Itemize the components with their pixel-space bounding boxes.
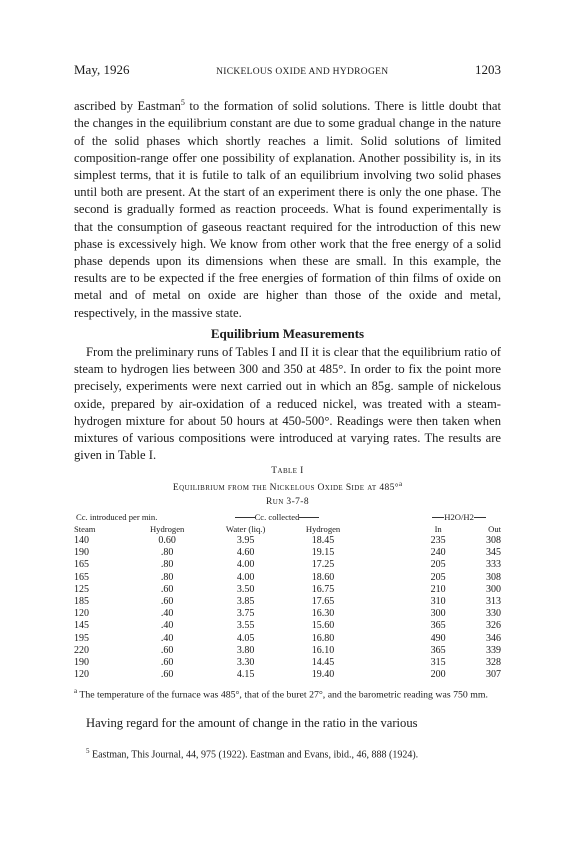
cell-ratio-in: 205 [430,571,446,583]
intro-lead: ascribed by Eastman [74,99,181,114]
cell-water: 4.00 [236,571,255,583]
cell-water: 3.55 [236,620,255,632]
intro-paragraph [74,94,501,322]
cell-hydrogen-out: 16.80 [311,632,335,644]
cell-gap [354,584,417,596]
cell-ratio-out: 328 [486,657,501,669]
table-row [74,559,501,571]
cell-steam: 140 [74,535,89,547]
cell-hydrogen-in: .80 [160,547,174,559]
col-header-hydrogen-out: Hydrogen [305,523,341,534]
cell-water: 4.00 [236,559,255,571]
cell-gap [354,559,417,571]
cell-ratio-in: 310 [430,596,446,608]
page-footnote-text: Eastman, This Journal, 44, 975 (1922). Eastman and Evans, ibid., 46, 888 (1924). [89,748,419,760]
table-row [74,547,501,559]
table-row [74,669,501,681]
cell-ratio-out: 308 [486,571,501,583]
table-label: Table I [271,466,304,477]
table-title-marker: a [398,480,403,489]
cell-steam: 145 [74,620,89,632]
table-row [74,572,501,584]
table-title-line [74,478,501,495]
cell-hydrogen-in: .60 [160,669,174,681]
cell-ratio-out: 308 [486,535,501,547]
group-header-ratio-label: H2O/H2 [444,511,474,522]
cell-gap [354,608,417,620]
cell-steam: 165 [74,559,89,571]
cell-hydrogen-out: 19.15 [311,547,335,559]
col-header-water: Water (liq.) [225,523,266,534]
cell-ratio-out: 339 [486,644,501,656]
cell-water: 4.15 [236,669,255,681]
journal-page [74,62,501,761]
cell-hydrogen-in: .40 [160,608,174,620]
cell-ratio-out: 330 [486,608,501,620]
cell-steam: 120 [74,669,89,681]
section-heading: Equilibrium Measurements [210,325,365,341]
body-text [74,94,501,464]
cell-hydrogen-out: 18.60 [311,571,335,583]
header-date: May, 1926 [74,62,130,77]
cell-hydrogen-out: 14.45 [311,657,335,669]
cell-hydrogen-out: 16.30 [311,608,335,620]
table-row [74,633,501,645]
cell-water: 3.50 [236,583,255,595]
cell-steam: 125 [74,583,89,595]
cell-ratio-out: 313 [486,596,501,608]
table-footnote [74,684,501,702]
table-body [74,535,501,681]
continued-paragraph: Having regard for the amount of change in the ratio in the various [86,715,418,730]
col-header-gap [354,523,417,535]
cell-water: 3.75 [236,608,255,620]
cell-ratio-out: 300 [486,583,501,595]
col-header-out: Out [488,523,501,534]
cell-gap [354,596,417,608]
cell-water: 3.95 [236,535,255,547]
table-group-header-row [74,511,501,523]
cell-water: 3.30 [236,657,255,669]
table-row [74,535,501,547]
cell-steam: 190 [74,657,89,669]
table-caption [74,465,501,508]
cell-ratio-in: 235 [430,535,446,547]
cell-ratio-out: 346 [486,632,501,644]
cell-steam: 220 [74,644,89,656]
ratio-brace-right [474,517,486,518]
table-title: Equilibrium from the Nickelous Oxide Side at 485° [172,483,399,494]
cell-ratio-in: 210 [430,583,446,595]
cell-ratio-out: 307 [486,669,501,681]
cell-hydrogen-out: 17.65 [311,596,335,608]
running-head [74,62,501,82]
cell-hydrogen-in: .60 [160,596,174,608]
cell-hydrogen-out: 16.75 [311,583,335,595]
ratio-brace-left [432,517,444,518]
cell-gap [354,657,417,669]
col-header-steam: Steam [74,523,96,534]
equilibrium-table [74,511,501,682]
cell-hydrogen-out: 18.45 [311,535,335,547]
cell-ratio-out: 326 [486,620,501,632]
group-header-ratio [417,511,501,523]
table-run: Run 3-7-8 [266,496,309,507]
cell-steam: 120 [74,608,89,620]
cell-gap [354,547,417,559]
cell-water: 3.85 [236,596,255,608]
table-column-header-row [74,523,501,535]
cell-steam: 165 [74,571,89,583]
group-header-gap [354,511,417,523]
group-header-collected-label: Cc. collected [254,511,300,522]
cell-hydrogen-out: 19.40 [311,669,335,681]
group-header-introduced: Cc. introduced per min. [76,511,158,522]
cell-gap [354,633,417,645]
table-row [74,584,501,596]
cell-gap [354,645,417,657]
cell-hydrogen-out: 16.10 [311,644,335,656]
cell-hydrogen-in: .80 [160,571,174,583]
col-header-in: In [434,523,442,534]
table-row [74,596,501,608]
cell-hydrogen-out: 15.60 [311,620,335,632]
table-row [74,645,501,657]
brace-left [235,517,255,518]
cell-steam: 185 [74,596,89,608]
cell-hydrogen-in: .40 [160,632,174,644]
cell-gap [354,669,417,681]
intro-body: to the formation of solid solutions. There is little doubt that the changes in the equilibrium constant are due to some gradual change in the nature of the solid phases which shortly reaches a limit. Solid solutions of limited composition-range offer one possibility of explanation. Another possibility is, in its simplest terms, that it is futile to talk of an equilibrium involving two solid phases until both are present. At the start of an experiment there is only the one phase. The second is gradually formed as reaction proceeds. What is found experimentally is that the consumption of gaseous reactant required for the introduction of this new phase is excessively high. We know from other work that the free energy of a solid phase depends upon its dimensions when these are small. In this example, the results are to be expected if the free energies of formation of thin films of oxide on metal and of metal on oxide are higher than those of the oxide and metal, respectively, in the massive state. [74,99,501,320]
cell-hydrogen-in: .60 [160,644,174,656]
page-footnote-marker: 5 [86,746,90,755]
cell-hydrogen-in: .60 [160,657,174,669]
section-paragraph: From the preliminary runs of Tables I and II it is clear that the equilibrium ratio of steam to hydrogen lies between 300 and 350 at 485°. In order to fix the point more precisely, experiments were next carried out in which an 85g. sample of nickelous oxide, prepared by air-oxidation of a reduced nickel, was treated with a steam-hydrogen mixture for about 50 hours at 450-500°. Readings were then taken when mixtures of various compositions were introduced at varying rates. The results are given in Table I. [74,345,501,463]
cell-ratio-in: 315 [430,657,446,669]
col-header-hydrogen-in: Hydrogen [149,523,185,534]
cell-water: 3.80 [236,644,255,656]
cell-ratio-out: 333 [486,559,501,571]
table-footnote-text: The temperature of the furnace was 485°, that of the buret 27°, and the barometric reading was 750 mm. [77,689,488,701]
cell-hydrogen-out: 17.25 [311,559,335,571]
footnote-ref-5: 5 [180,98,185,107]
page-footnote [74,745,501,761]
brace-right [299,517,319,518]
cell-ratio-in: 300 [430,608,446,620]
table-row [74,608,501,620]
table-row [74,620,501,632]
cell-ratio-in: 240 [430,547,446,559]
cell-hydrogen-in: .60 [160,583,174,595]
cell-ratio-in: 365 [430,620,446,632]
cell-water: 4.05 [236,632,255,644]
cell-ratio-out: 345 [486,547,501,559]
group-header-collected [200,511,355,523]
cell-steam: 195 [74,632,89,644]
cell-gap [354,620,417,632]
table-row [74,657,501,669]
cell-hydrogen-in: .80 [160,559,174,571]
cell-ratio-in: 365 [430,644,446,656]
cell-water: 4.60 [236,547,255,559]
cell-ratio-in: 490 [430,632,446,644]
cell-gap [354,535,417,547]
cell-ratio-in: 200 [430,669,446,681]
cell-steam: 190 [74,547,89,559]
header-page-number: 1203 [474,62,501,77]
cell-gap [354,572,417,584]
table-footnote-marker: a [74,687,78,696]
header-title: NICKELOUS OXIDE AND HYDROGEN [216,67,389,77]
cell-ratio-in: 205 [430,559,446,571]
cell-hydrogen-in: .40 [160,620,174,632]
cell-hydrogen-in: 0.60 [158,535,176,547]
